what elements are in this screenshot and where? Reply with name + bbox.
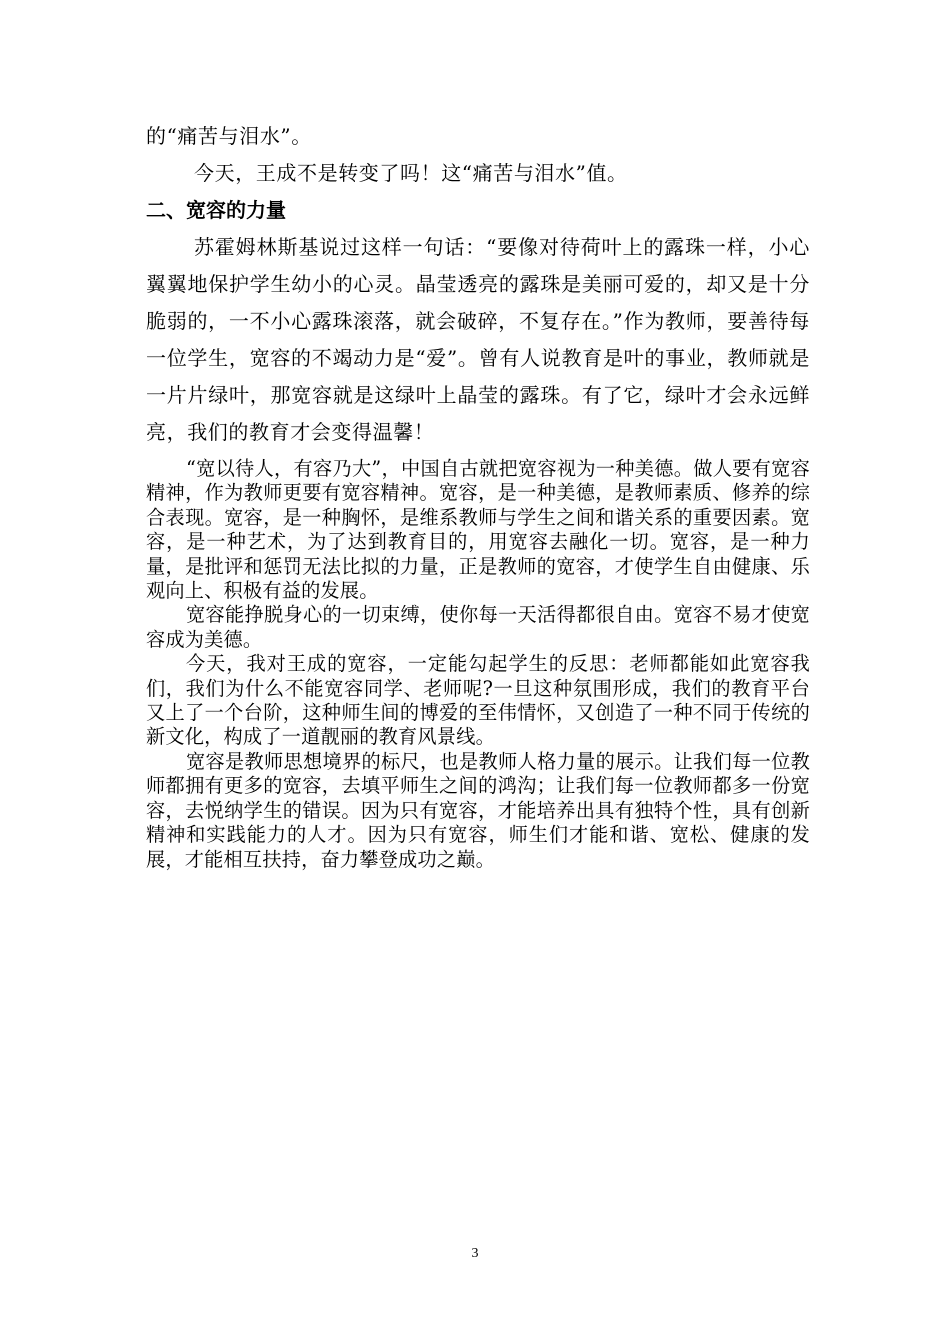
paragraph-top-2: 今天，王成不是转变了吗！这“痛苦与泪水”值。 bbox=[194, 161, 628, 185]
paragraph-tight-1: “宽以待人，有容乃大”，中国自古就把宽容视为一种美德。做人要有宽容精神，作为教师更要有宽容精神。宽容，是一种美德，是教师素质、修养的综合表现。宽容，是一种胸怀，是维系教师与学生之间和谐关系的重要因素。宽容，是一种艺术，为了达到教育目的，用宽容去融化一切。宽容，是一种力量，是批评和惩罚无法比拟的力量，正是教师的宽容，才使学生自由健康、乐观向上、积极有益的发展。 bbox=[146, 457, 810, 603]
page-body bbox=[146, 118, 810, 872]
paragraph-tight-3: 今天，我对王成的宽容，一定能勾起学生的反思：老师都能如此宽容我们，我们为什么不能宽容同学、老师呢?一旦这种氛围形成，我们的教育平台又上了一个台阶，这种师生间的博爱的至伟情怀，又创造了一种不同于传统的新文化，构成了一道靓丽的教育风景线。 bbox=[146, 652, 810, 749]
paragraph-tight-2: 宽容能挣脱身心的一切束缚，使你每一天活得都很自由。宽容不易才使宽容成为美德。 bbox=[146, 603, 810, 651]
paragraph-section-1: 苏霍姆林斯基说过这样一句话：“要像对待荷叶上的露珠一样，小心翼翼地保护学生幼小的心灵。晶莹透亮的露珠是美丽可爱的，却又是十分脆弱的，一不小心露珠滚落，就会破碎，不复存在。”作为教师，要善待每一位学生，宽容的不竭动力是“爱”。曾有人说教育是叶的事业，教师就是一片片绿叶，那宽容就是这绿叶上晶莹的露珠。有了它，绿叶才会永远鲜亮，我们的教育才会变得温馨！ bbox=[146, 235, 810, 444]
paragraph-top-1: 的“痛苦与泪水”。 bbox=[146, 124, 312, 148]
page-number: 3 bbox=[471, 1246, 479, 1261]
tight-paragraph-block bbox=[146, 457, 810, 872]
paragraph-tight-4: 宽容是教师思想境界的标尺，也是教师人格力量的展示。让我们每一位教师都拥有更多的宽容，去填平师生之间的鸿沟；让我们每一位教师都多一份宽容，去悦纳学生的错误。因为只有宽容，才能培养出具有独特个性，具有创新精神和实践能力的人才。因为只有宽容，师生们才能和谐、宽松、健康的发展，才能相互扶持，奋力攀登成功之巅。 bbox=[146, 749, 810, 871]
section-heading: 二、宽容的力量 bbox=[146, 198, 286, 222]
